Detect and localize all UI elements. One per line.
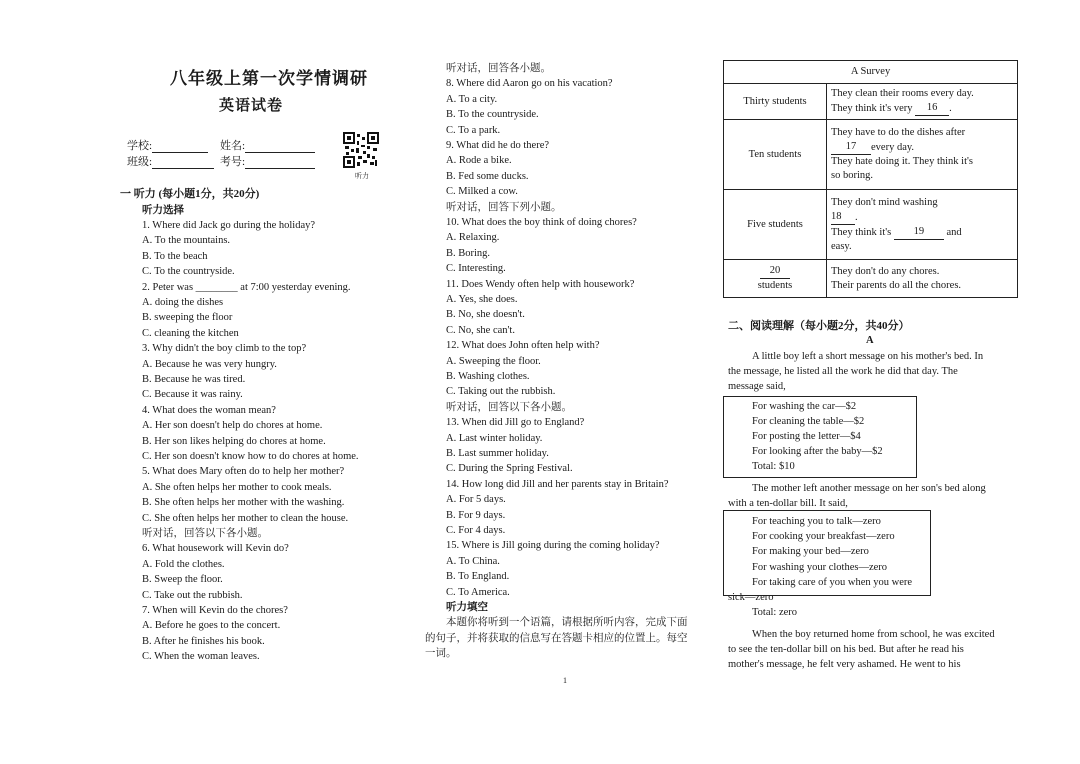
survey-line: easy. — [831, 240, 852, 252]
answer-option[interactable]: A. Before he goes to the concert. — [142, 620, 281, 632]
survey-cell — [827, 84, 1018, 120]
dialog-instruction: 听对话，回答下列小题。 — [446, 201, 562, 213]
message-line: sick—zero — [728, 592, 774, 603]
survey-line: They have to do the dishes after — [831, 127, 966, 138]
survey-text: . — [855, 211, 858, 223]
passage-line: A little boy left a short message on his mother's bed. In — [752, 351, 984, 362]
question-stem: 6. What housework will Kevin do? — [142, 543, 289, 555]
answer-option[interactable]: B. To England. — [446, 571, 510, 583]
message-line: For making your bed—zero — [752, 546, 869, 558]
answer-option[interactable]: A. She often helps her mother to cook meals. — [142, 481, 332, 493]
answer-option[interactable]: C. Take out the rubbish. — [142, 589, 243, 601]
message-line: For washing the car—$2 — [752, 401, 857, 412]
survey-line: They don't mind washing — [831, 196, 938, 208]
survey-text: and — [946, 226, 962, 238]
survey-line — [831, 210, 1013, 225]
fill-heading: 听力填空 — [446, 602, 488, 613]
survey-group-label: students — [757, 280, 793, 291]
survey-cell — [827, 120, 1018, 190]
message-line: For looking after the baby—$2 — [752, 446, 883, 457]
answer-option[interactable]: A. For 5 days. — [446, 494, 506, 506]
answer-option[interactable]: A. doing the dishes — [142, 297, 224, 308]
exam-no-field[interactable] — [220, 156, 315, 169]
fill-instruction: 一词。 — [425, 648, 457, 660]
answer-option[interactable]: C. Interesting. — [446, 263, 506, 275]
survey-line — [831, 225, 1013, 240]
answer-option[interactable]: C. She often helps her mother to clean the house. — [142, 512, 349, 524]
answer-option[interactable]: B. Last summer holiday. — [446, 448, 549, 459]
answer-blank-17[interactable]: 17 — [831, 140, 871, 155]
answer-option[interactable]: B. sweeping the floor — [142, 312, 233, 324]
section1-heading: 一 听力 (每小题1分，共20分) — [120, 188, 260, 200]
survey-line — [831, 101, 1013, 116]
answer-blank-20[interactable]: 20 — [760, 264, 790, 279]
question-stem: 3. Why didn't the boy climb to the top? — [142, 343, 307, 355]
survey-text: They think it's very — [831, 103, 913, 114]
question-stem: 2. Peter was ________ at 7:00 yesterday evening. — [142, 281, 351, 293]
fill-instruction: 本题你将听到一个语篇，请根据所听内容，完成下面 — [446, 617, 688, 629]
answer-option[interactable]: C. When the woman leaves. — [142, 651, 260, 663]
survey-cell — [827, 260, 1018, 298]
answer-option[interactable]: B. To the beach — [142, 250, 208, 262]
passage-line: message said, — [728, 381, 786, 393]
answer-option[interactable]: B. Washing clothes. — [446, 371, 530, 382]
answer-option[interactable]: B. Boring. — [446, 247, 491, 259]
exam-subtitle: 英语试卷 — [219, 98, 284, 114]
answer-option[interactable]: C. cleaning the kitchen — [142, 327, 239, 339]
reading-heading: 二、阅读理解（每小题2分，共40分） — [728, 320, 910, 332]
dialog-instruction: 听对话，回答以下各小题。 — [142, 528, 268, 539]
question-stem: 4. What does the woman mean? — [142, 404, 276, 416]
survey-title: A Survey — [724, 61, 1018, 84]
answer-option[interactable]: C. During the Spring Festival. — [446, 463, 573, 475]
survey-line: They don't do any chores. — [831, 265, 940, 277]
question-stem: 1. Where did Jack go during the holiday? — [142, 220, 316, 231]
message-line: For washing your clothes—zero — [752, 561, 888, 573]
class-field[interactable] — [127, 156, 214, 169]
answer-blank-16[interactable]: 16 — [915, 101, 949, 116]
answer-option[interactable]: B. For 9 days. — [446, 509, 506, 521]
question-stem: 13. When did Jill go to England? — [446, 417, 585, 429]
school-label: 学校: — [127, 140, 153, 152]
message-line: For teaching you to talk—zero — [752, 516, 881, 527]
answer-option[interactable]: C. To a park. — [446, 124, 501, 136]
question-stem: 9. What did he do there? — [446, 140, 550, 151]
survey-text: every day. — [871, 142, 915, 153]
passage-line: The mother left another message on her son's bed along — [752, 483, 986, 494]
answer-option[interactable]: B. To the countryside. — [446, 109, 539, 121]
answer-option[interactable]: A. Because he was very hungry. — [142, 358, 277, 370]
message-line: Total: $10 — [752, 461, 795, 472]
answer-option[interactable]: A. Her son doesn't help do chores at home. — [142, 420, 323, 432]
answer-option[interactable]: B. After he finishes his book. — [142, 635, 265, 647]
question-stem: 10. What does the boy think of doing chores? — [446, 217, 637, 228]
survey-line: They hate doing it. They think it's — [831, 156, 973, 167]
answer-option[interactable]: A. To China. — [446, 555, 500, 567]
answer-option[interactable]: B. No, she doesn't. — [446, 309, 525, 321]
fill-instruction: 的句子，并将获取的信息写在答题卡相应的位置上。每空 — [425, 632, 688, 644]
answer-option[interactable]: A. Relaxing. — [446, 232, 500, 244]
answer-option[interactable]: A. To the mountains. — [142, 235, 231, 247]
message-line: Total: zero — [752, 607, 798, 619]
answer-blank-19[interactable]: 19 — [894, 225, 944, 240]
answer-option[interactable]: B. She often helps her mother with the washing. — [142, 497, 345, 509]
question-stem: 5. What does Mary often do to help her mother? — [142, 466, 345, 478]
answer-option[interactable]: A. Yes, she does. — [446, 294, 518, 305]
answer-option[interactable]: B. Sweep the floor. — [142, 574, 223, 586]
survey-cell — [827, 190, 1018, 260]
question-stem: 7. When will Kevin do the chores? — [142, 605, 288, 616]
survey-line — [831, 140, 1013, 155]
answer-option[interactable]: C. Milked a cow. — [446, 186, 518, 198]
survey-group: Five students — [724, 190, 827, 260]
answer-option[interactable]: B. Fed some ducks. — [446, 170, 529, 182]
passage-line: mother's message, he felt very ashamed. He went to his — [728, 659, 961, 671]
name-field[interactable] — [220, 140, 315, 153]
dialog-instruction: 听对话，回答各小题。 — [446, 63, 551, 74]
name-label: 姓名: — [220, 140, 246, 152]
answer-option[interactable]: A. Last winter holiday. — [446, 432, 543, 444]
answer-option[interactable]: A. To a city. — [446, 93, 498, 105]
mother-message-box — [723, 510, 931, 596]
passage-line: with a ten-dollar bill. It said, — [728, 497, 848, 509]
answer-option[interactable]: A. Rode a bike. — [446, 155, 512, 167]
answer-option[interactable]: C. Her son doesn't know how to do chores at home. — [142, 451, 359, 462]
message-line: For taking care of you when you were — [752, 576, 913, 588]
question-stem: 11. Does Wendy often help with housework? — [446, 278, 635, 290]
answer-option[interactable]: C. Taking out the rubbish. — [446, 386, 556, 398]
son-message-box — [723, 396, 917, 478]
answer-option[interactable]: B. Her son likes helping do chores at home. — [142, 435, 326, 447]
survey-group: Ten students — [724, 120, 827, 190]
survey-line: They clean their rooms every day. — [831, 88, 974, 99]
question-stem: 15. Where is Jill going during the coming holiday? — [446, 540, 660, 552]
answer-option[interactable]: B. Because he was tired. — [142, 374, 246, 385]
survey-text: . — [949, 103, 952, 114]
exam-no-label: 考号: — [220, 156, 246, 168]
message-line: For posting the letter—$4 — [752, 431, 861, 442]
qr-caption: 听力 — [355, 172, 369, 180]
message-line: For cleaning the table—$2 — [752, 416, 865, 427]
question-stem: 14. How long did Jill and her parents stay in Britain? — [446, 478, 669, 490]
question-stem: 12. What does John often help with? — [446, 340, 600, 352]
answer-option[interactable]: C. No, she can't. — [446, 324, 515, 336]
message-line: For cooking your breakfast—zero — [752, 531, 895, 543]
survey-group — [724, 260, 827, 298]
answer-option[interactable]: C. To America. — [446, 586, 510, 598]
section1-sub-choice: 听力选择 — [142, 205, 184, 216]
exam-title: 八年级上第一次学情调研 — [170, 69, 368, 88]
survey-line: so boring. — [831, 170, 873, 181]
passage-line: When the boy returned home from school, he was excited — [752, 629, 995, 640]
passage-line: the message, he listed all the work he did that day. The — [728, 366, 958, 378]
answer-option[interactable]: A. Fold the clothes. — [142, 558, 225, 570]
school-field[interactable] — [127, 140, 208, 153]
answer-option[interactable]: A. Sweeping the floor. — [446, 355, 541, 367]
answer-blank-18[interactable]: 18 — [831, 210, 855, 225]
answer-option[interactable]: C. To the countryside. — [142, 266, 235, 278]
page-number: 1 — [563, 676, 567, 685]
reading-part: A — [866, 335, 874, 346]
qr-code-icon — [343, 132, 379, 168]
survey-line: Their parents do all the chores. — [831, 279, 962, 291]
answer-option[interactable]: C. Because it was rainy. — [142, 389, 243, 401]
answer-option[interactable]: C. For 4 days. — [446, 525, 506, 536]
question-stem: 8. Where did Aaron go on his vacation? — [446, 78, 613, 90]
survey-table — [723, 60, 1018, 298]
class-label: 班级: — [127, 156, 153, 168]
survey-group: Thirty students — [724, 84, 827, 120]
dialog-instruction: 听对话，回答以下各小题。 — [446, 401, 572, 413]
survey-text: They think it's — [831, 226, 892, 238]
passage-line: to see the ten-dollar bill on his bed. But after he read his — [728, 644, 964, 656]
